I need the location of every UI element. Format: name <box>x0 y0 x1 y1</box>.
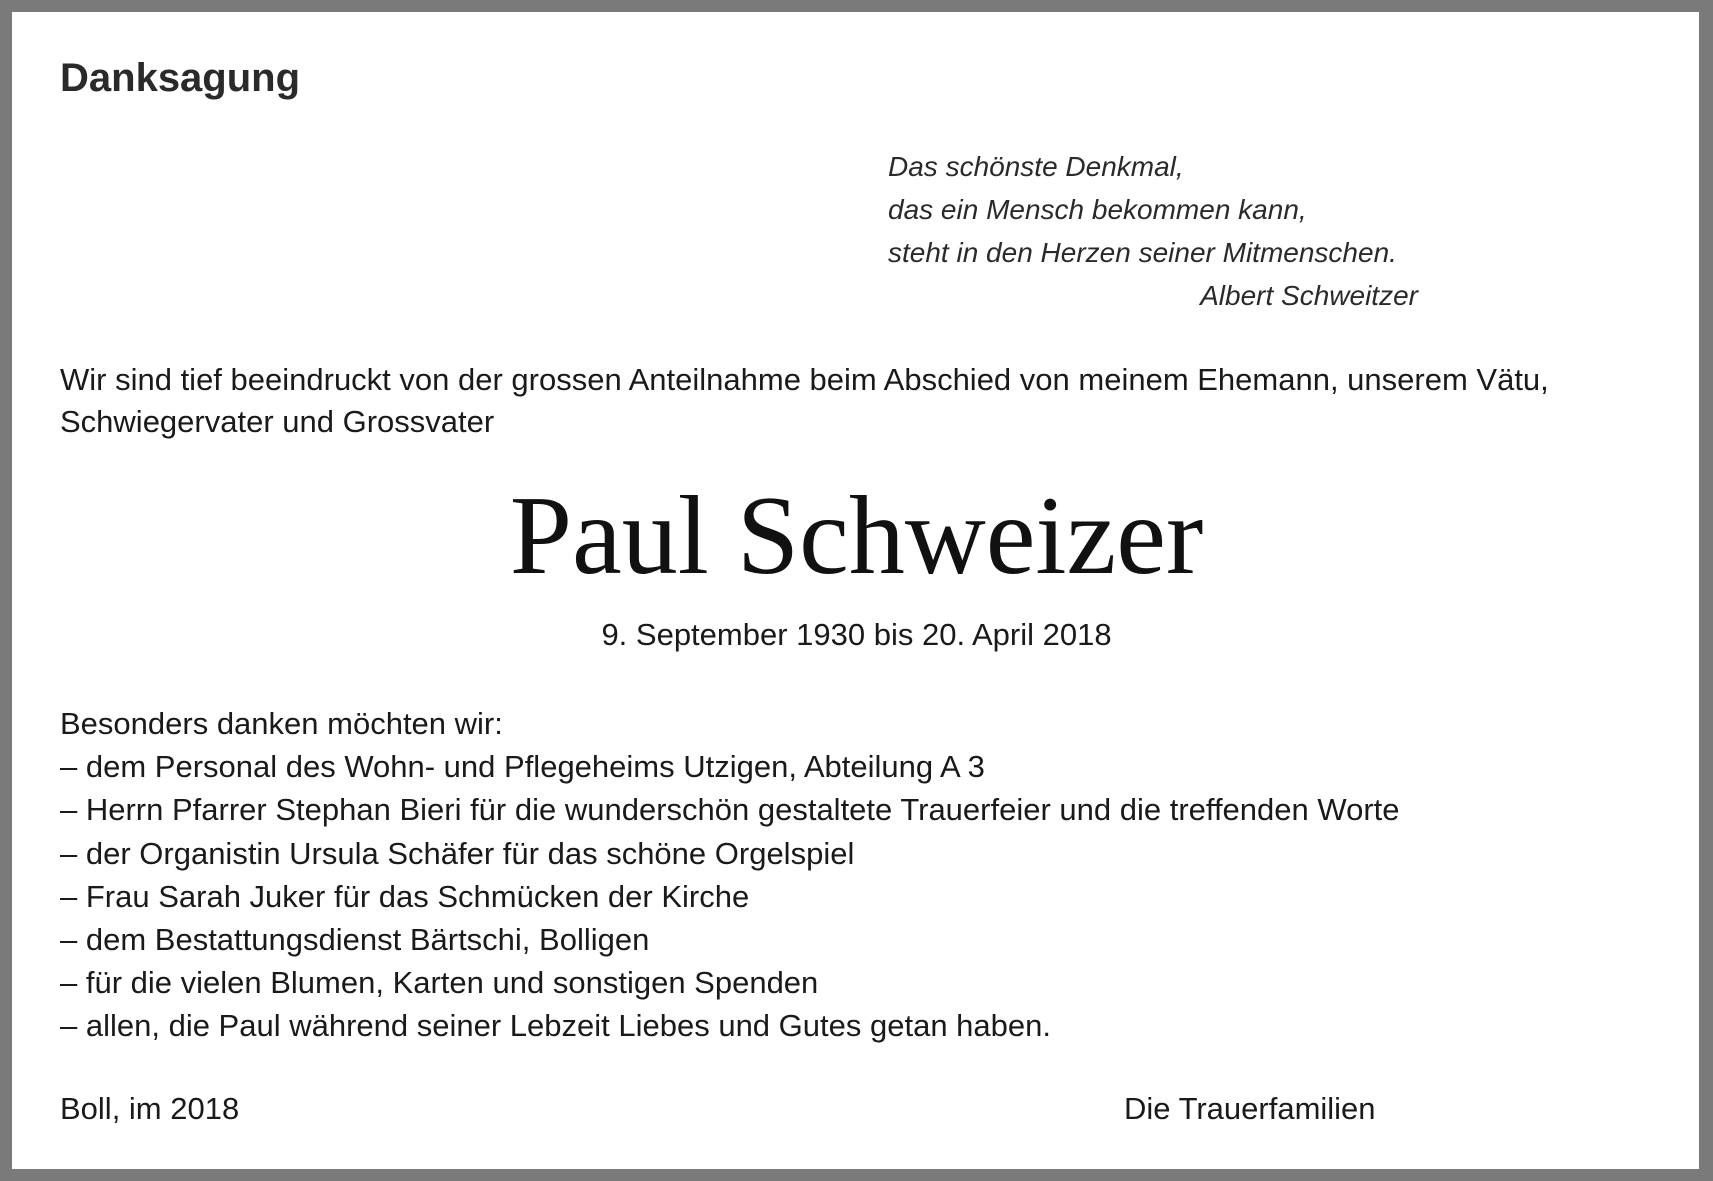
thanks-intro: Besonders danken möchten wir: <box>60 706 503 741</box>
intro-line: Wir sind tief beeindruckt von der grossen Anteilnahme beim Abschied von meinem Ehemann, unserem Vätu, <box>60 362 1549 397</box>
quote-line: steht in den Herzen seiner Mitmenschen. <box>888 237 1397 268</box>
thanks-item: – allen, die Paul während seiner Lebzeit Liebes und Gutes getan haben. <box>60 1008 1051 1044</box>
place-date: Boll, im 2018 <box>60 1091 240 1126</box>
thanks-item: – dem Bestattungsdienst Bärtschi, Bolligen <box>60 922 650 958</box>
notice-heading: Danksagung <box>60 56 301 100</box>
quote-line: Das schönste Denkmal, <box>888 151 1184 182</box>
epigraph-quote <box>888 145 1418 317</box>
life-dates: 9. September 1930 bis 20. April 2018 <box>601 617 1112 652</box>
thanks-list <box>60 702 1400 1048</box>
quote-author: Albert Schweitzer <box>1200 280 1418 311</box>
thanks-item: – dem Personal des Wohn- und Pflegeheims Utzigen, Abteilung A 3 <box>60 749 985 785</box>
thanks-item: – Herrn Pfarrer Stephan Bieri für die wunderschön gestaltete Trauerfeier und die treffenden Worte <box>60 792 1400 828</box>
signoff: Die Trauerfamilien <box>1124 1091 1376 1126</box>
quote-line: das ein Mensch bekommen kann, <box>888 194 1307 225</box>
intro-line: Schwiegervater und Grossvater <box>60 404 495 439</box>
thanks-item: – für die vielen Blumen, Karten und sonstigen Spenden <box>60 965 819 1001</box>
thanks-item: – der Organistin Ursula Schäfer für das schöne Orgelspiel <box>60 835 855 871</box>
deceased-name: Paul Schweizer <box>509 474 1204 598</box>
thanks-item: – Frau Sarah Juker für das Schmücken der Kirche <box>60 878 750 914</box>
intro-paragraph <box>60 359 1549 443</box>
